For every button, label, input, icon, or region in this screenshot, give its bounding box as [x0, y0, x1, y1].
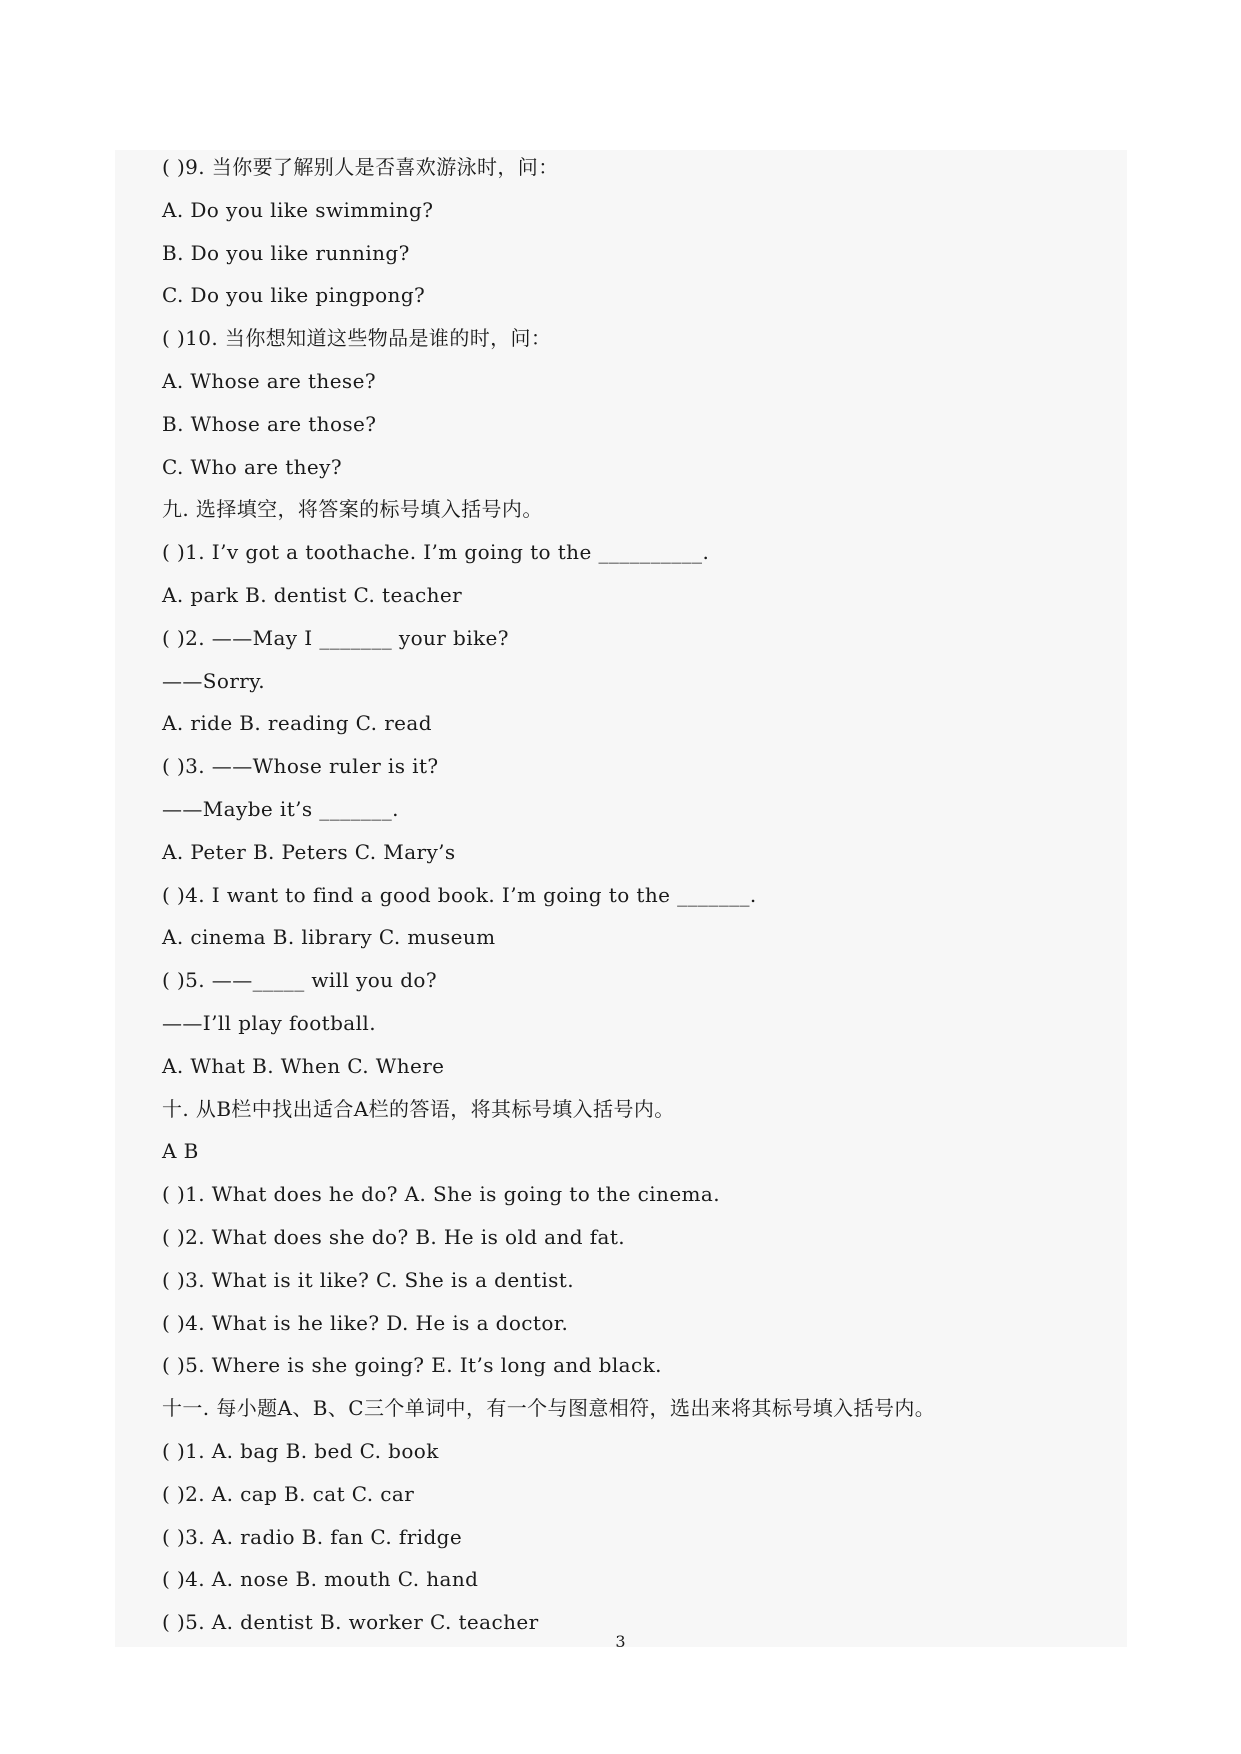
worksheet-line: C. Do you like pingpong?: [162, 283, 426, 308]
worksheet-line: ( )3. A. radio B. fan C. fridge: [162, 1524, 463, 1549]
worksheet-line: ( )2. A. cap B. cat C. car: [162, 1481, 415, 1506]
worksheet-line: ( )3. What is it like? C. She is a dentist.: [162, 1267, 574, 1292]
worksheet-line: A. ride B. reading C. read: [162, 711, 432, 736]
worksheet-line: ( )2. What does she do? B. He is old and fat.: [162, 1224, 626, 1249]
worksheet-line: ( )4. What is he like? D. He is a doctor.: [162, 1310, 569, 1335]
worksheet-line: ( )10. 当你想知道这些物品是谁的时，问：: [162, 326, 552, 351]
worksheet-lines: [162, 146, 1102, 1644]
worksheet-line: A. What B. When C. Where: [162, 1053, 445, 1078]
worksheet-line: ( )4. I want to find a good book. I’m going to the _______.: [162, 882, 757, 907]
worksheet-line: ( )3. ——Whose ruler is it?: [162, 754, 439, 779]
worksheet-line: A B: [162, 1139, 199, 1164]
worksheet-line: ——I’ll play football.: [162, 1010, 376, 1035]
worksheet-line: ( )5. Where is she going? E. It’s long and black.: [162, 1353, 662, 1378]
worksheet-line: ( )9. 当你要了解别人是否喜欢游泳时，问：: [162, 155, 559, 179]
worksheet-line: ( )2. ——May I _______ your bike?: [162, 625, 509, 650]
worksheet-line: ——Sorry.: [162, 668, 266, 693]
worksheet-line: A. park B. dentist C. teacher: [162, 582, 463, 607]
worksheet-line: ( )5. A. dentist B. worker C. teacher: [162, 1610, 539, 1635]
worksheet-line: 九. 选择填空，将答案的标号填入括号内。: [162, 497, 543, 522]
worksheet-line: ( )5. ——_____ will you do?: [162, 968, 437, 993]
worksheet-line: ( )1. I’v got a toothache. I’m going to the __________.: [162, 540, 710, 565]
worksheet-line: A. Do you like swimming?: [162, 197, 434, 222]
worksheet-line: B. Do you like running?: [162, 240, 410, 265]
worksheet-line: ( )1. What does he do? A. She is going to the cinema.: [162, 1182, 720, 1207]
worksheet-line: C. Who are they?: [162, 454, 342, 479]
worksheet-line: ——Maybe it’s _______.: [162, 796, 399, 821]
worksheet-line: A. cinema B. library C. museum: [162, 925, 496, 950]
worksheet-line: B. Whose are those?: [162, 411, 377, 436]
worksheet-line: A. Whose are these?: [162, 368, 376, 393]
page-number: 3: [615, 1632, 626, 1651]
worksheet-line: A. Peter B. Peters C. Mary’s: [162, 839, 456, 864]
worksheet-line: 十一. 每小题A、B、C三个单词中，有一个与图意相符，选出来将其标号填入括号内。: [162, 1396, 936, 1421]
worksheet-line: ( )4. A. nose B. mouth C. hand: [162, 1567, 479, 1592]
worksheet-line: ( )1. A. bag B. bed C. book: [162, 1438, 439, 1463]
worksheet-line: 十. 从B栏中找出适合A栏的答语，将其标号填入括号内。: [162, 1096, 675, 1121]
